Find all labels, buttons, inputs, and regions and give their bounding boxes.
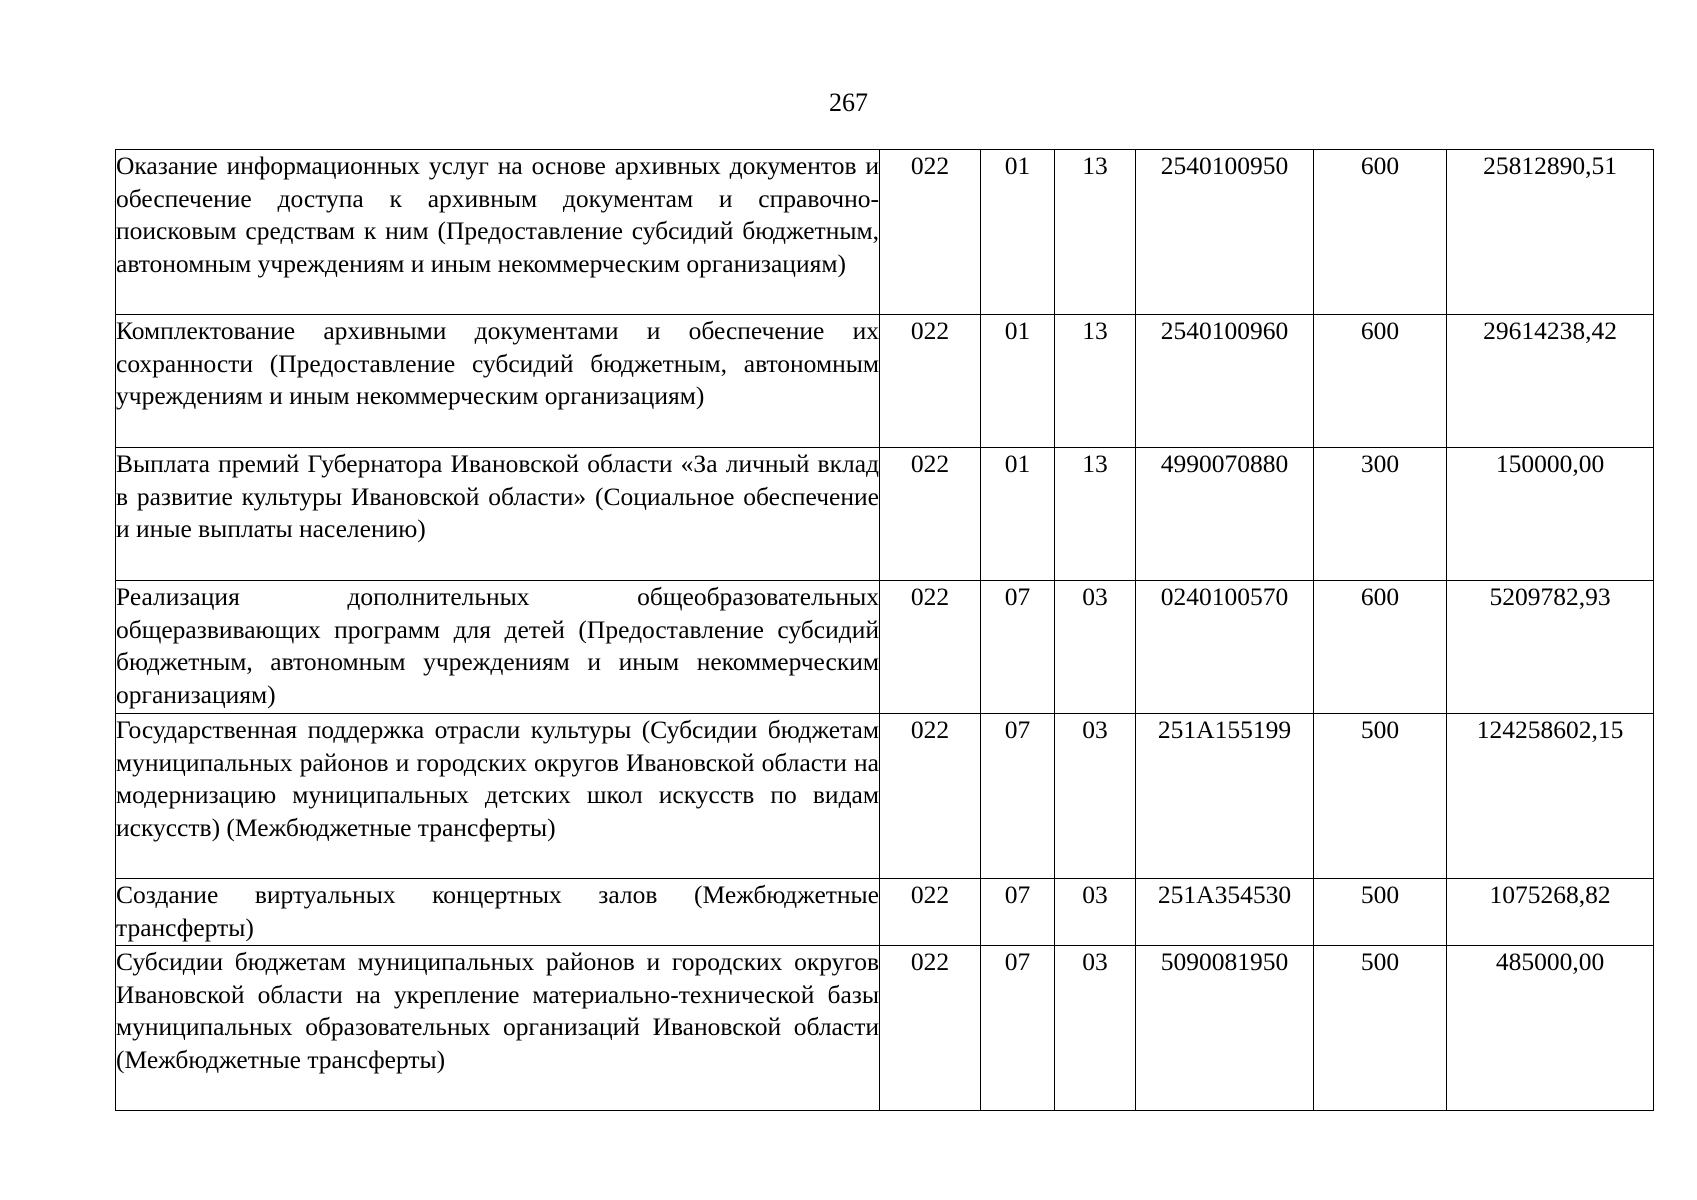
table-row xyxy=(116,714,1654,879)
ministry-code: 022 xyxy=(880,448,981,581)
section-code: 07 xyxy=(981,879,1055,946)
target-article-code: 0240100570 xyxy=(1136,581,1314,714)
expense-type-code: 300 xyxy=(1314,448,1447,581)
amount: 1075268,82 xyxy=(1447,879,1654,946)
table-row xyxy=(116,150,1654,315)
ministry-code: 022 xyxy=(880,150,981,315)
section-code: 07 xyxy=(981,946,1055,1111)
ministry-code: 022 xyxy=(880,581,981,714)
target-article-code: 251A155199 xyxy=(1136,714,1314,879)
expense-description: Комплектование архивными документами и обеспечение их сохранности (Предоставление субсидий бюджетным, автономным учреждениям и иным некоммерческим организациям) xyxy=(116,315,880,448)
expense-description: Выплата премий Губернатора Ивановской области «За личный вклад в развитие культуры Ивановской области» (Социальное обеспечение и иные выплаты населению) xyxy=(116,448,880,581)
expense-type-code: 500 xyxy=(1314,946,1447,1111)
subsection-code: 13 xyxy=(1055,150,1136,315)
section-code: 07 xyxy=(981,714,1055,879)
section-code: 01 xyxy=(981,150,1055,315)
expense-type-code: 500 xyxy=(1314,714,1447,879)
expense-description: Оказание информационных услуг на основе архивных документов и обеспечение доступа к архивным документам и справочно-поисковым средствам к ним (Предоставление субсидий бюджетным, автономным учреждениям и иным некоммерческим организациям) xyxy=(116,150,880,315)
amount: 485000,00 xyxy=(1447,946,1654,1111)
target-article-code: 251A354530 xyxy=(1136,879,1314,946)
ministry-code: 022 xyxy=(880,315,981,448)
section-code: 01 xyxy=(981,448,1055,581)
table-row xyxy=(116,879,1654,946)
section-code: 07 xyxy=(981,581,1055,714)
expense-type-code: 600 xyxy=(1314,150,1447,315)
amount: 29614238,42 xyxy=(1447,315,1654,448)
target-article-code: 2540100960 xyxy=(1136,315,1314,448)
amount: 150000,00 xyxy=(1447,448,1654,581)
expense-type-code: 500 xyxy=(1314,879,1447,946)
subsection-code: 13 xyxy=(1055,448,1136,581)
subsection-code: 03 xyxy=(1055,879,1136,946)
expense-type-code: 600 xyxy=(1314,315,1447,448)
target-article-code: 4990070880 xyxy=(1136,448,1314,581)
budget-table xyxy=(115,149,1654,1111)
subsection-code: 03 xyxy=(1055,714,1136,879)
ministry-code: 022 xyxy=(880,714,981,879)
expense-description: Создание виртуальных концертных залов (Межбюджетные трансферты) xyxy=(116,879,880,946)
expense-description: Реализация дополнительных общеобразовательных общеразвивающих программ для детей (Предоставление субсидий бюджетным, автономным учреждениям и иным некоммерческим организациям) xyxy=(116,581,880,714)
table-row xyxy=(116,581,1654,714)
section-code: 01 xyxy=(981,315,1055,448)
target-article-code: 5090081950 xyxy=(1136,946,1314,1111)
page-number: 267 xyxy=(829,88,868,117)
subsection-code: 03 xyxy=(1055,581,1136,714)
expense-description: Государственная поддержка отрасли культуры (Субсидии бюджетам муниципальных районов и городских округов Ивановской области на модернизацию муниципальных детских школ искусств по видам искусств) (Межбюджетные трансферты) xyxy=(116,714,880,879)
table-row xyxy=(116,946,1654,1111)
amount: 124258602,15 xyxy=(1447,714,1654,879)
target-article-code: 2540100950 xyxy=(1136,150,1314,315)
amount: 5209782,93 xyxy=(1447,581,1654,714)
amount: 25812890,51 xyxy=(1447,150,1654,315)
subsection-code: 03 xyxy=(1055,946,1136,1111)
expense-description: Субсидии бюджетам муниципальных районов и городских округов Ивановской области на укрепление материально-технической базы муниципальных образовательных организаций Ивановской области (Межбюджетные трансферты) xyxy=(116,946,880,1111)
expense-type-code: 600 xyxy=(1314,581,1447,714)
subsection-code: 13 xyxy=(1055,315,1136,448)
ministry-code: 022 xyxy=(880,946,981,1111)
table-row xyxy=(116,315,1654,448)
ministry-code: 022 xyxy=(880,879,981,946)
table-row xyxy=(116,448,1654,581)
